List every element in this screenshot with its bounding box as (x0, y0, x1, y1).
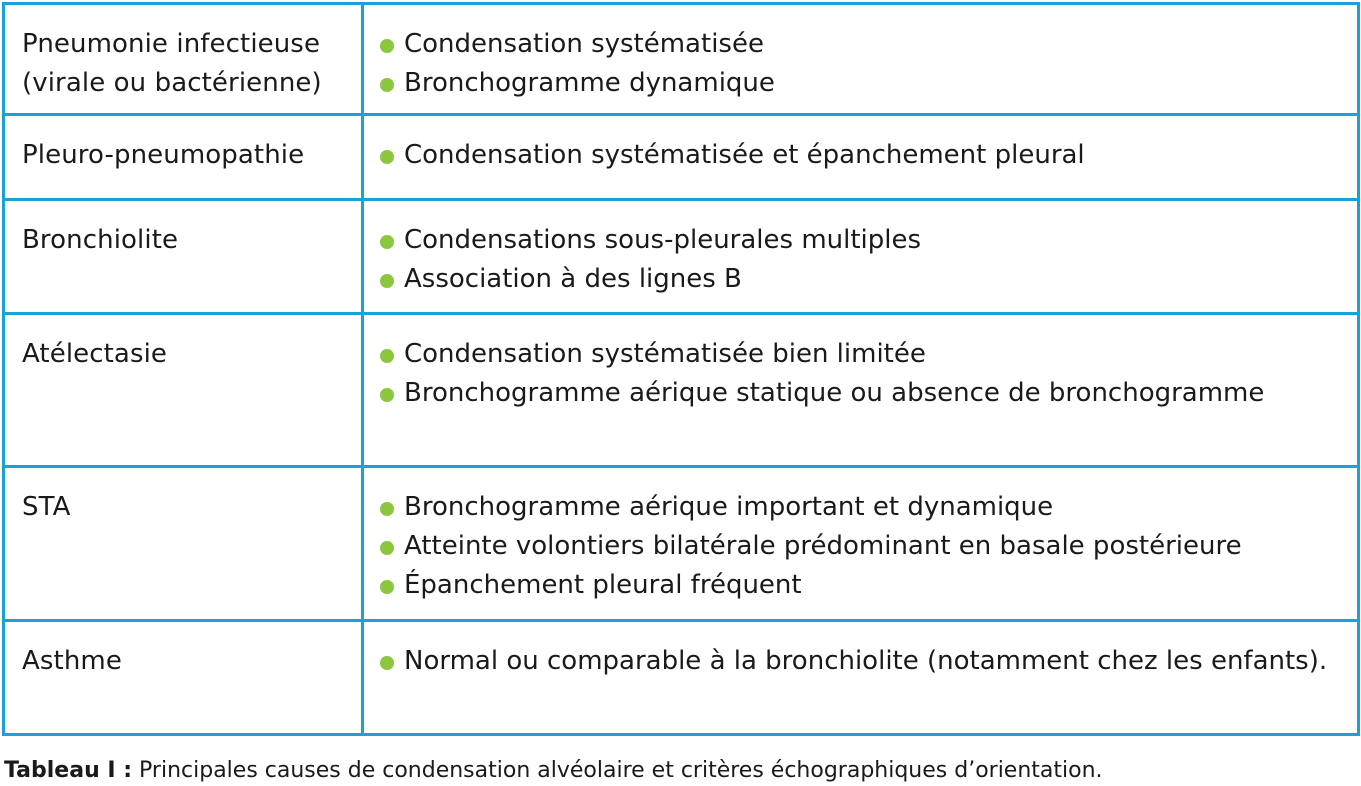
criteria-text: Bronchogramme aérique statique ou absence de bronchogramme (404, 378, 1265, 408)
criteria-list (378, 642, 1347, 681)
cause-cell: Bronchiolite (4, 200, 363, 314)
criteria-text: Condensation systématisée bien limitée (404, 339, 926, 369)
bullet-icon (380, 39, 394, 53)
table-caption (4, 756, 1103, 786)
criteria-item (378, 260, 1347, 299)
criteria-item (378, 374, 1347, 413)
caption-text: Principales causes de condensation alvéolaire et critères échographiques d’orientation. (132, 758, 1103, 783)
criteria-item (378, 527, 1347, 566)
causes-table (2, 2, 1360, 736)
criteria-item (378, 566, 1347, 605)
criteria-item (378, 221, 1347, 260)
caption-label: Tableau I : (4, 758, 133, 783)
table-row (4, 467, 1359, 621)
table-row (4, 621, 1359, 735)
criteria-text: Association à des lignes B (404, 264, 742, 294)
criteria-list (378, 221, 1347, 299)
criteria-cell (363, 621, 1359, 735)
criteria-text: Condensation systématisée (404, 29, 764, 59)
bullet-icon (380, 580, 394, 594)
criteria-cell (363, 314, 1359, 467)
bullet-icon (380, 349, 394, 363)
criteria-item (378, 25, 1347, 64)
criteria-text: Épanchement pleural fréquent (404, 570, 802, 600)
criteria-text: Bronchogramme aérique important et dynamique (404, 492, 1054, 522)
criteria-text: Normal ou comparable à la bronchiolite (notamment chez les enfants). (404, 646, 1328, 676)
bullet-icon (380, 150, 394, 164)
criteria-cell (363, 4, 1359, 115)
cause-cell: STA (4, 467, 363, 621)
criteria-item (378, 335, 1347, 374)
criteria-item (378, 642, 1347, 681)
criteria-text: Condensation systématisée et épanchement pleural (404, 140, 1085, 170)
table-row (4, 4, 1359, 115)
criteria-text: Condensations sous-pleurales multiples (404, 225, 922, 255)
criteria-item (378, 488, 1347, 527)
criteria-item (378, 136, 1347, 175)
table-row (4, 200, 1359, 314)
bullet-icon (380, 274, 394, 288)
criteria-list (378, 488, 1347, 605)
causes-table-container (2, 2, 1357, 736)
criteria-cell (363, 467, 1359, 621)
bullet-icon (380, 502, 394, 516)
criteria-list (378, 25, 1347, 103)
criteria-list (378, 335, 1347, 413)
cause-cell: Atélectasie (4, 314, 363, 467)
criteria-text: Atteinte volontiers bilatérale prédominant en basale postérieure (404, 531, 1242, 561)
bullet-icon (380, 656, 394, 670)
table-row (4, 115, 1359, 200)
bullet-icon (380, 388, 394, 402)
cause-cell: Pleuro-pneumopathie (4, 115, 363, 200)
criteria-cell (363, 115, 1359, 200)
table-row (4, 314, 1359, 467)
cause-cell: Pneumonie infectieuse (virale ou bactérienne) (4, 4, 363, 115)
criteria-text: Bronchogramme dynamique (404, 68, 775, 98)
criteria-list (378, 136, 1347, 175)
bullet-icon (380, 78, 394, 92)
criteria-cell (363, 200, 1359, 314)
bullet-icon (380, 235, 394, 249)
criteria-item (378, 64, 1347, 103)
cause-cell: Asthme (4, 621, 363, 735)
bullet-icon (380, 541, 394, 555)
